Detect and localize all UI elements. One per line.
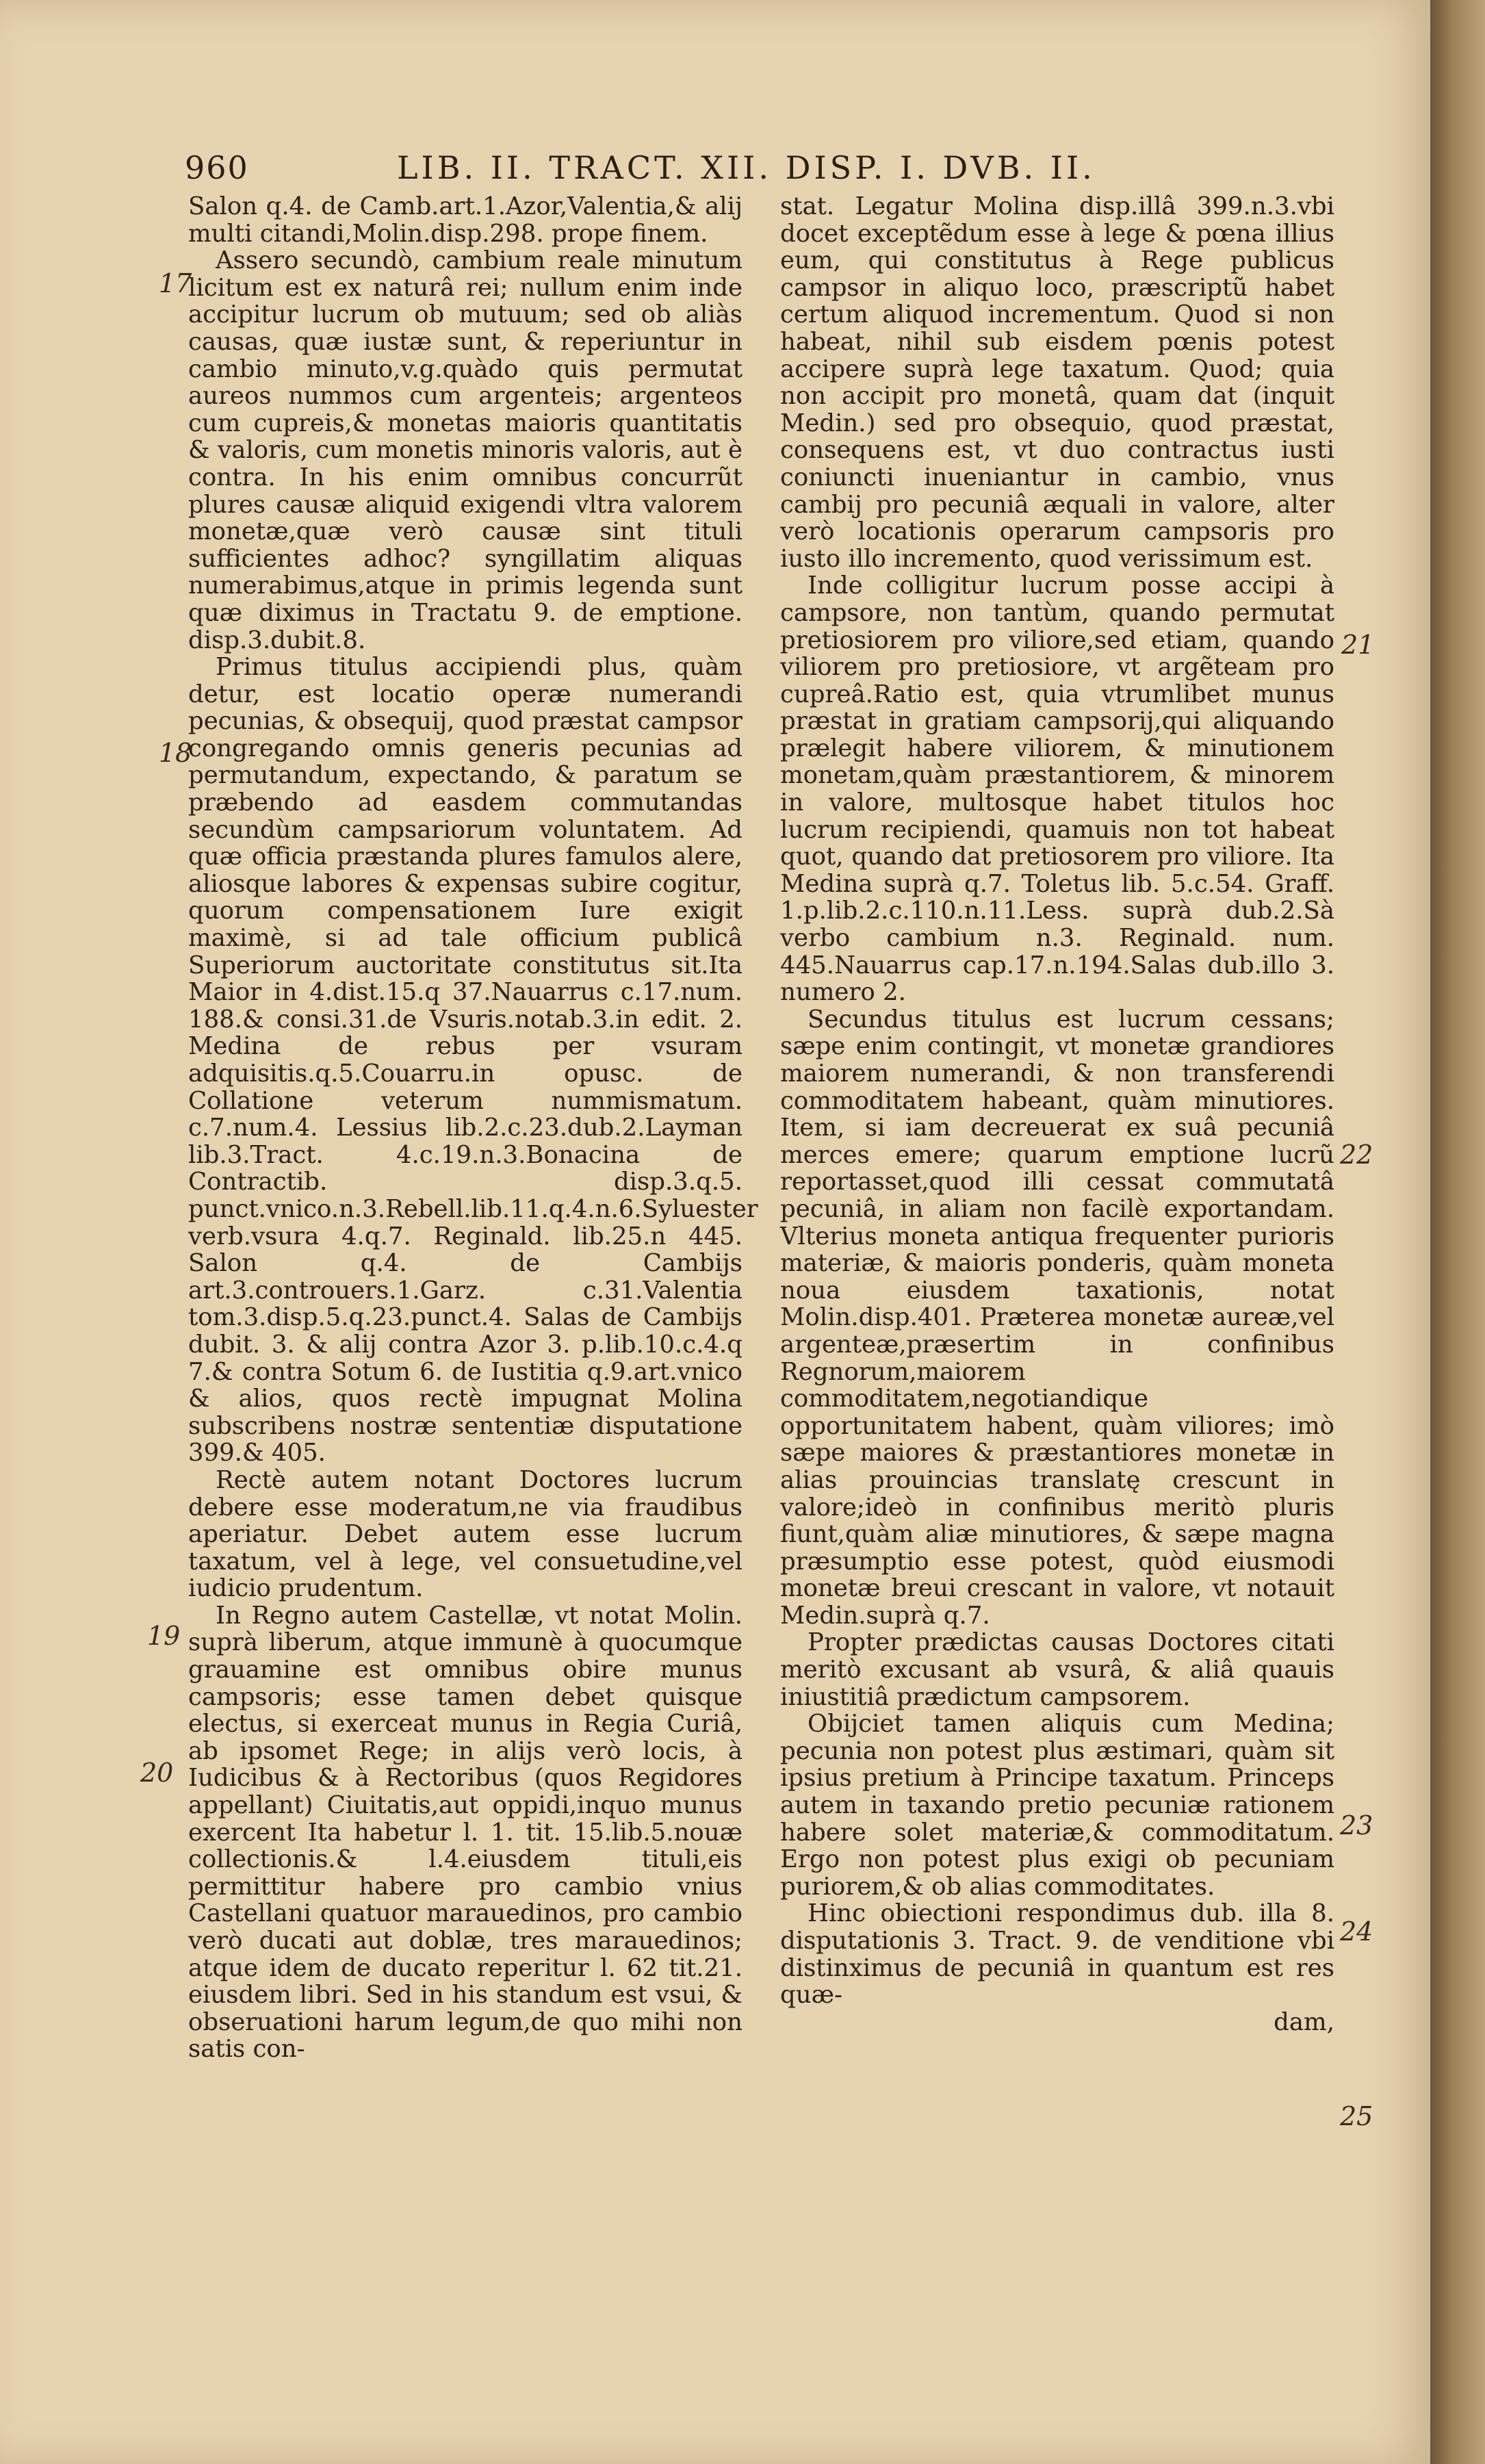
left-column — [188, 192, 758, 2064]
margin-number-20: 20 — [140, 1758, 174, 1788]
page-number: 960 — [185, 149, 249, 186]
page-edge-binding — [1430, 0, 1485, 2464]
paragraph: stat. Legatur Molina disp.illâ 399.n.3.vbi docet exceptẽdum esse à lege & pœna illius eum, qui constitutus à Rege publicus campsor in aliquo loco, præscriptũ habet certum aliquod incrementum. Quod si non habeat, nihil sub eisdem pœnis potest accipere suprà lege taxatum. Quod; quia non accipit pro monetâ, quam dat (inquit Medin.) sed pro obsequio, quod præstat, consequens est, vt duo contractus iusti coniuncti inueniantur in cambio, vnus cambij pro pecuniâ æquali in valore, alter verò locationis operarum campsoris pro iusto illo incremento, quod verissimum est. — [780, 192, 1334, 573]
margin-number-19: 19 — [147, 1621, 181, 1651]
margin-number-21: 21 — [1341, 630, 1375, 660]
paragraph: Inde colligitur lucrum posse accipi à campsore, non tantùm, quando permutat pretiosiorem pro viliore,sed etiam, quando viliorem pro pretiosiore, vt argẽteam pro cupreâ.Ratio est, quia vtrumlibet munus præstat in gratiam campsorij,qui aliquando prælegit habere viliorem, & minutionem monetam,quàm præstantiorem, & minorem in valore, multosque habet titulos hoc lucrum recipiendi, quamuis non tot habeat quot, quando dat pretiosorem pro viliore. Ita Medina suprà q.7. Toletus lib. 5.c.54. Graff. 1.p.lib.2.c.110.n.11.Less. suprà dub.2.Sà verbo cambium n.3. Reginald. num. 445.Nauarrus cap.17.n.194.Salas dub.illo 3. numero 2. — [780, 572, 1334, 1007]
paragraph: Assero secundò, cambium reale minutum licitum est ex naturâ rei; nullum enim inde accipitur lucrum ob mutuum; sed ob aliàs causas, quæ iustæ sunt, & reperiuntur in cambio minuto,v.g.quàdo quis permutat aureos nummos cum argenteis; argenteos cum cupreis,& monetas maioris quantitatis & valoris, cum monetis minoris valoris, aut è contra. In his enim omnibus concurrũt plures causæ aliquid exigendi vltra valorem monetæ,quæ verò causæ sint tituli sufficientes adhoc? syngillatim aliquas numerabimus,atque in primis legenda sunt quæ diximus in Tractatu 9. de emptione. disp.3.dubit.8. — [188, 246, 742, 654]
paragraph: Primus titulus accipiendi plus, quàm detur, est locatio operæ numerandi pecunias, & obsequij, quod præstat campsor congregando omnis generis pecunias ad permutandum, expectando, & paratum se præbendo ad easdem commutandas secundùm campsariorum voluntatem. Ad quæ officia præstanda plures famulos alere, aliosque labores & expensas subire cogitur, quorum compensationem Iure exigit maximè, si ad tale officium publicâ Superiorum auctoritate constitutus sit.Ita Maior in 4.dist.15.q 37.Nauarrus c.17.num. 188.& consi.31.de Vsuris.notab.3.in edit. 2. Medina de rebus per vsuram adquisitis.q.5.Couarru.in opusc. de Collatione veterum nummismatum. c.7.num.4. Lessius lib.2.c.23.dub.2.Layman lib.3.Tract. 4.c.19.n.3.Bonacina de Contractib. disp.3.q.5. punct.vnico.n.3.Rebell.lib.11.q.4.n.6.Syluester verb.vsura 4.q.7. Reginald. lib.25.n 445. Salon q.4. de Cambijs art.3.controuers.1.Garz. c.31.Valentia tom.3.disp.5.q.23.punct.4. Salas de Cambijs dubit. 3. & alij contra Azor 3. p.lib.10.c.4.q 7.& contra Sotum 6. de Iustitia q.9.art.vnico & alios, quos rectè impugnat Molina subscribens nostræ sententiæ disputatione 399.& 405. — [188, 653, 758, 1467]
margin-number-25: 25 — [1340, 2101, 1373, 2131]
margin-number-17: 17 — [159, 268, 192, 298]
margin-number-24: 24 — [1340, 1916, 1373, 1947]
paragraph: In Regno autem Castellæ, vt notat Molin. suprà liberum, atque immunè à quocumque grauamine est omnibus obire munus campsoris; esse tamen debet quisque electus, si exerceat munus in Regia Curiâ, ab ipsomet Rege; in alijs verò locis, à Iudicibus & à Rectoribus (quos Regidores appellant) Ciuitatis,aut oppidi,inquo munus exercent Ita habetur l. 1. tit. 15.lib.5.nouæ collectionis.& l.4.eiusdem tituli,eis permittitur habere pro cambio vnius Castellani quatuor marauedinos, pro cambio verò ducati aut doblæ, tres marauedinos; atque idem de ducato reperitur l. 62 tit.21. eiusdem libri. Sed in his standum est vsui, & obseruationi harum legum,de quo mihi non satis con- — [188, 1601, 742, 2064]
catchword: dam, — [1274, 2007, 1334, 2036]
paragraph: Salon q.4. de Camb.art.1.Azor,Valentia,& alij multi citandi,Molin.disp.298. prope finem. — [188, 192, 742, 248]
paragraph: Rectè autem notant Doctores lucrum debere esse moderatum,ne via fraudibus aperiatur. Debet autem esse lucrum taxatum, vel à lege, vel consuetudine,vel iudicio prudentum. — [188, 1465, 742, 1603]
right-column — [780, 193, 1334, 2036]
running-title: LIB. II. TRACT. XII. DISP. I. DVB. II. — [397, 149, 1096, 186]
paragraph: Hinc obiectioni respondimus dub. illa 8. disputationis 3. Tract. 9. de venditione vbi distinximus de pecuniâ in quantum est res quæ- — [780, 1899, 1334, 2010]
margin-number-18: 18 — [159, 738, 192, 768]
paragraph: Secundus titulus est lucrum cessans; sæpe enim contingit, vt monetæ grandiores maiorem numerandi, & non transferendi commoditatem habeant, quàm minutiores. Item, si iam decreuerat ex suâ pecuniâ merces emere; quarum emptione lucrũ reportasset,quod illi cessat commutatâ pecuniâ, in aliam non facilè exportandam. Vlterius moneta antiqua frequenter purioris materiæ, & maioris ponderis, quàm moneta noua eiusdem taxationis, notat Molin.disp.401. Præterea monetæ aureæ,vel argenteæ,præsertim in confinibus Regnorum,maiorem commoditatem,negotiandique opportunitatem habent, quàm viliores; imò sæpe maiores & præstantiores monetæ in alias prouincias translatę crescunt in valore;ideò in confinibus meritò pluris fiunt,quàm aliæ minutiores, & sæpe magna præsumptio esse potest, quòd eiusmodi monetæ breui crescant in valore, vt notauit Medin.suprà q.7. — [780, 1005, 1334, 1630]
paragraph: Obijciet tamen aliquis cum Medina; pecunia non potest plus æstimari, quàm sit ipsius pretium à Principe taxatum. Princeps autem in taxando pretio pecuniæ rationem habere solet materiæ,& commoditatum. Ergo non potest plus exigi ob pecuniam puriorem,& ob alias commoditates. — [780, 1710, 1334, 1901]
margin-number-23: 23 — [1340, 1810, 1373, 1840]
margin-number-22: 22 — [1340, 1140, 1373, 1170]
paragraph: Propter prædictas causas Doctores citati meritò excusant ab vsurâ, & aliâ quauis iniustitiâ prædictum campsorem. — [780, 1628, 1334, 1711]
page-header — [185, 149, 1403, 190]
